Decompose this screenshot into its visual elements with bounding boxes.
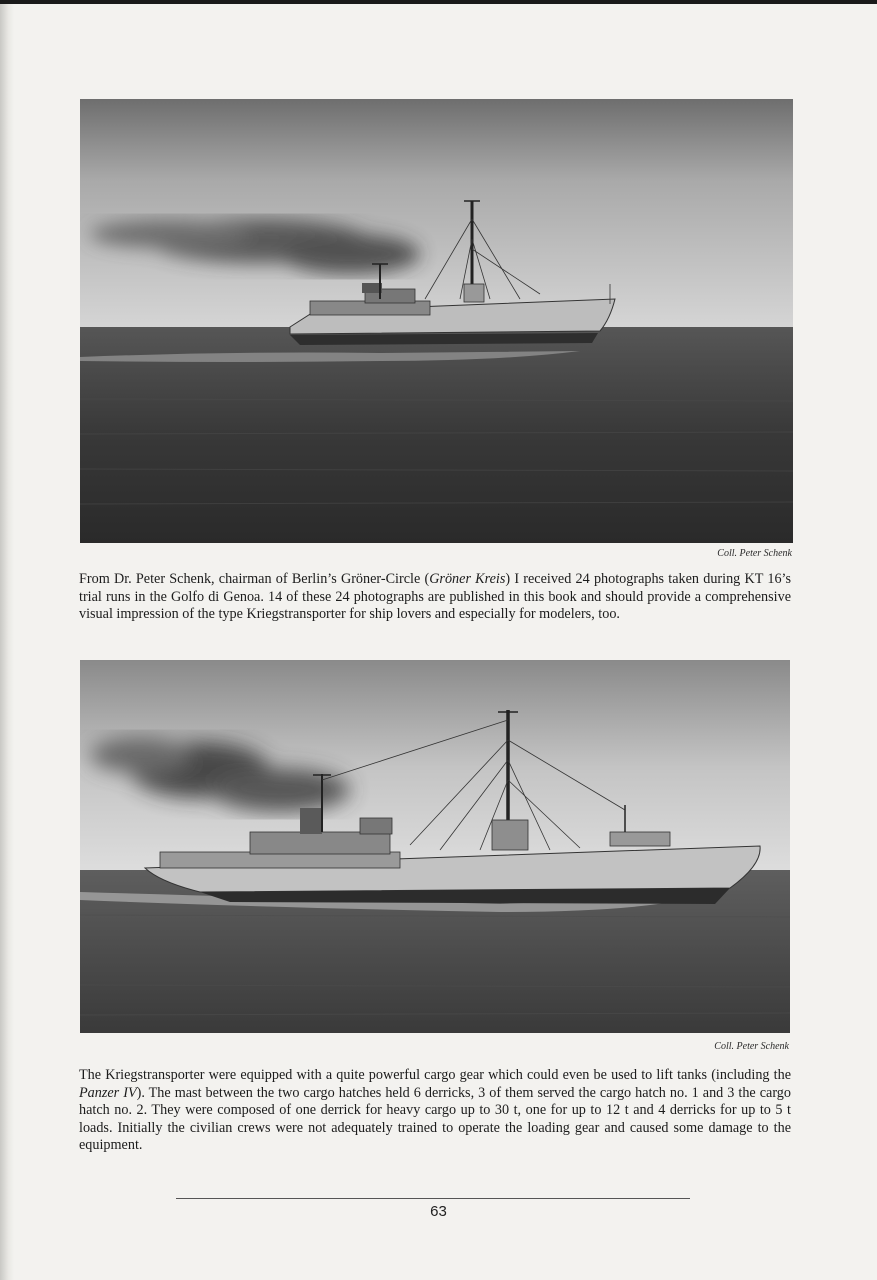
top-edge bbox=[0, 0, 877, 4]
body-paragraph-2 bbox=[79, 1067, 791, 1155]
footer-rule bbox=[176, 1198, 690, 1199]
paragraph-2-text-b: ). The mast between the two cargo hatches held 6 derricks, 3 of them served the cargo hatch no. 1 and 3 the cargo hatch no. 2. They were composed of one derrick for heavy cargo up to 30 t, one for up to 12 t and 4 derricks for up to 5 t loads. Initially the civilian crews were not adequately trained to operate the loading gear and caused some damage to the equipment. bbox=[79, 1084, 791, 1153]
ship-photo-2 bbox=[80, 660, 790, 1033]
ship-photo-2-image bbox=[80, 660, 790, 1033]
paragraph-2-emphasis: Panzer IV bbox=[79, 1084, 137, 1101]
paragraph-1-text-a: From Dr. Peter Schenk, chairman of Berlin’s Gröner-Circle ( bbox=[79, 571, 430, 587]
book-spine-shadow bbox=[0, 0, 14, 1280]
page-number: 63 bbox=[430, 1203, 447, 1220]
paragraph-1-emphasis: Gröner Kreis bbox=[429, 571, 506, 587]
body-paragraph-1 bbox=[79, 571, 791, 624]
photo-credit-1: Coll. Peter Schenk bbox=[717, 548, 792, 559]
photo-credit-2: Coll. Peter Schenk bbox=[714, 1041, 789, 1052]
paragraph-1-text-b: ) I received 24 photographs taken during KT 16’s trial runs in the Golfo di Genoa. 14 of these 24 photographs are published in this book and should provide a comprehensive visual impression of the type Kriegstransporter for ship lovers and especially for modelers, too. bbox=[79, 571, 792, 622]
ship-photo-1 bbox=[80, 99, 793, 543]
ship-photo-1-image bbox=[80, 99, 793, 543]
paragraph-2-text-a: The Kriegstransporter were equipped with a quite powerful cargo gear which could even be used to lift tanks (including the bbox=[79, 1067, 791, 1083]
